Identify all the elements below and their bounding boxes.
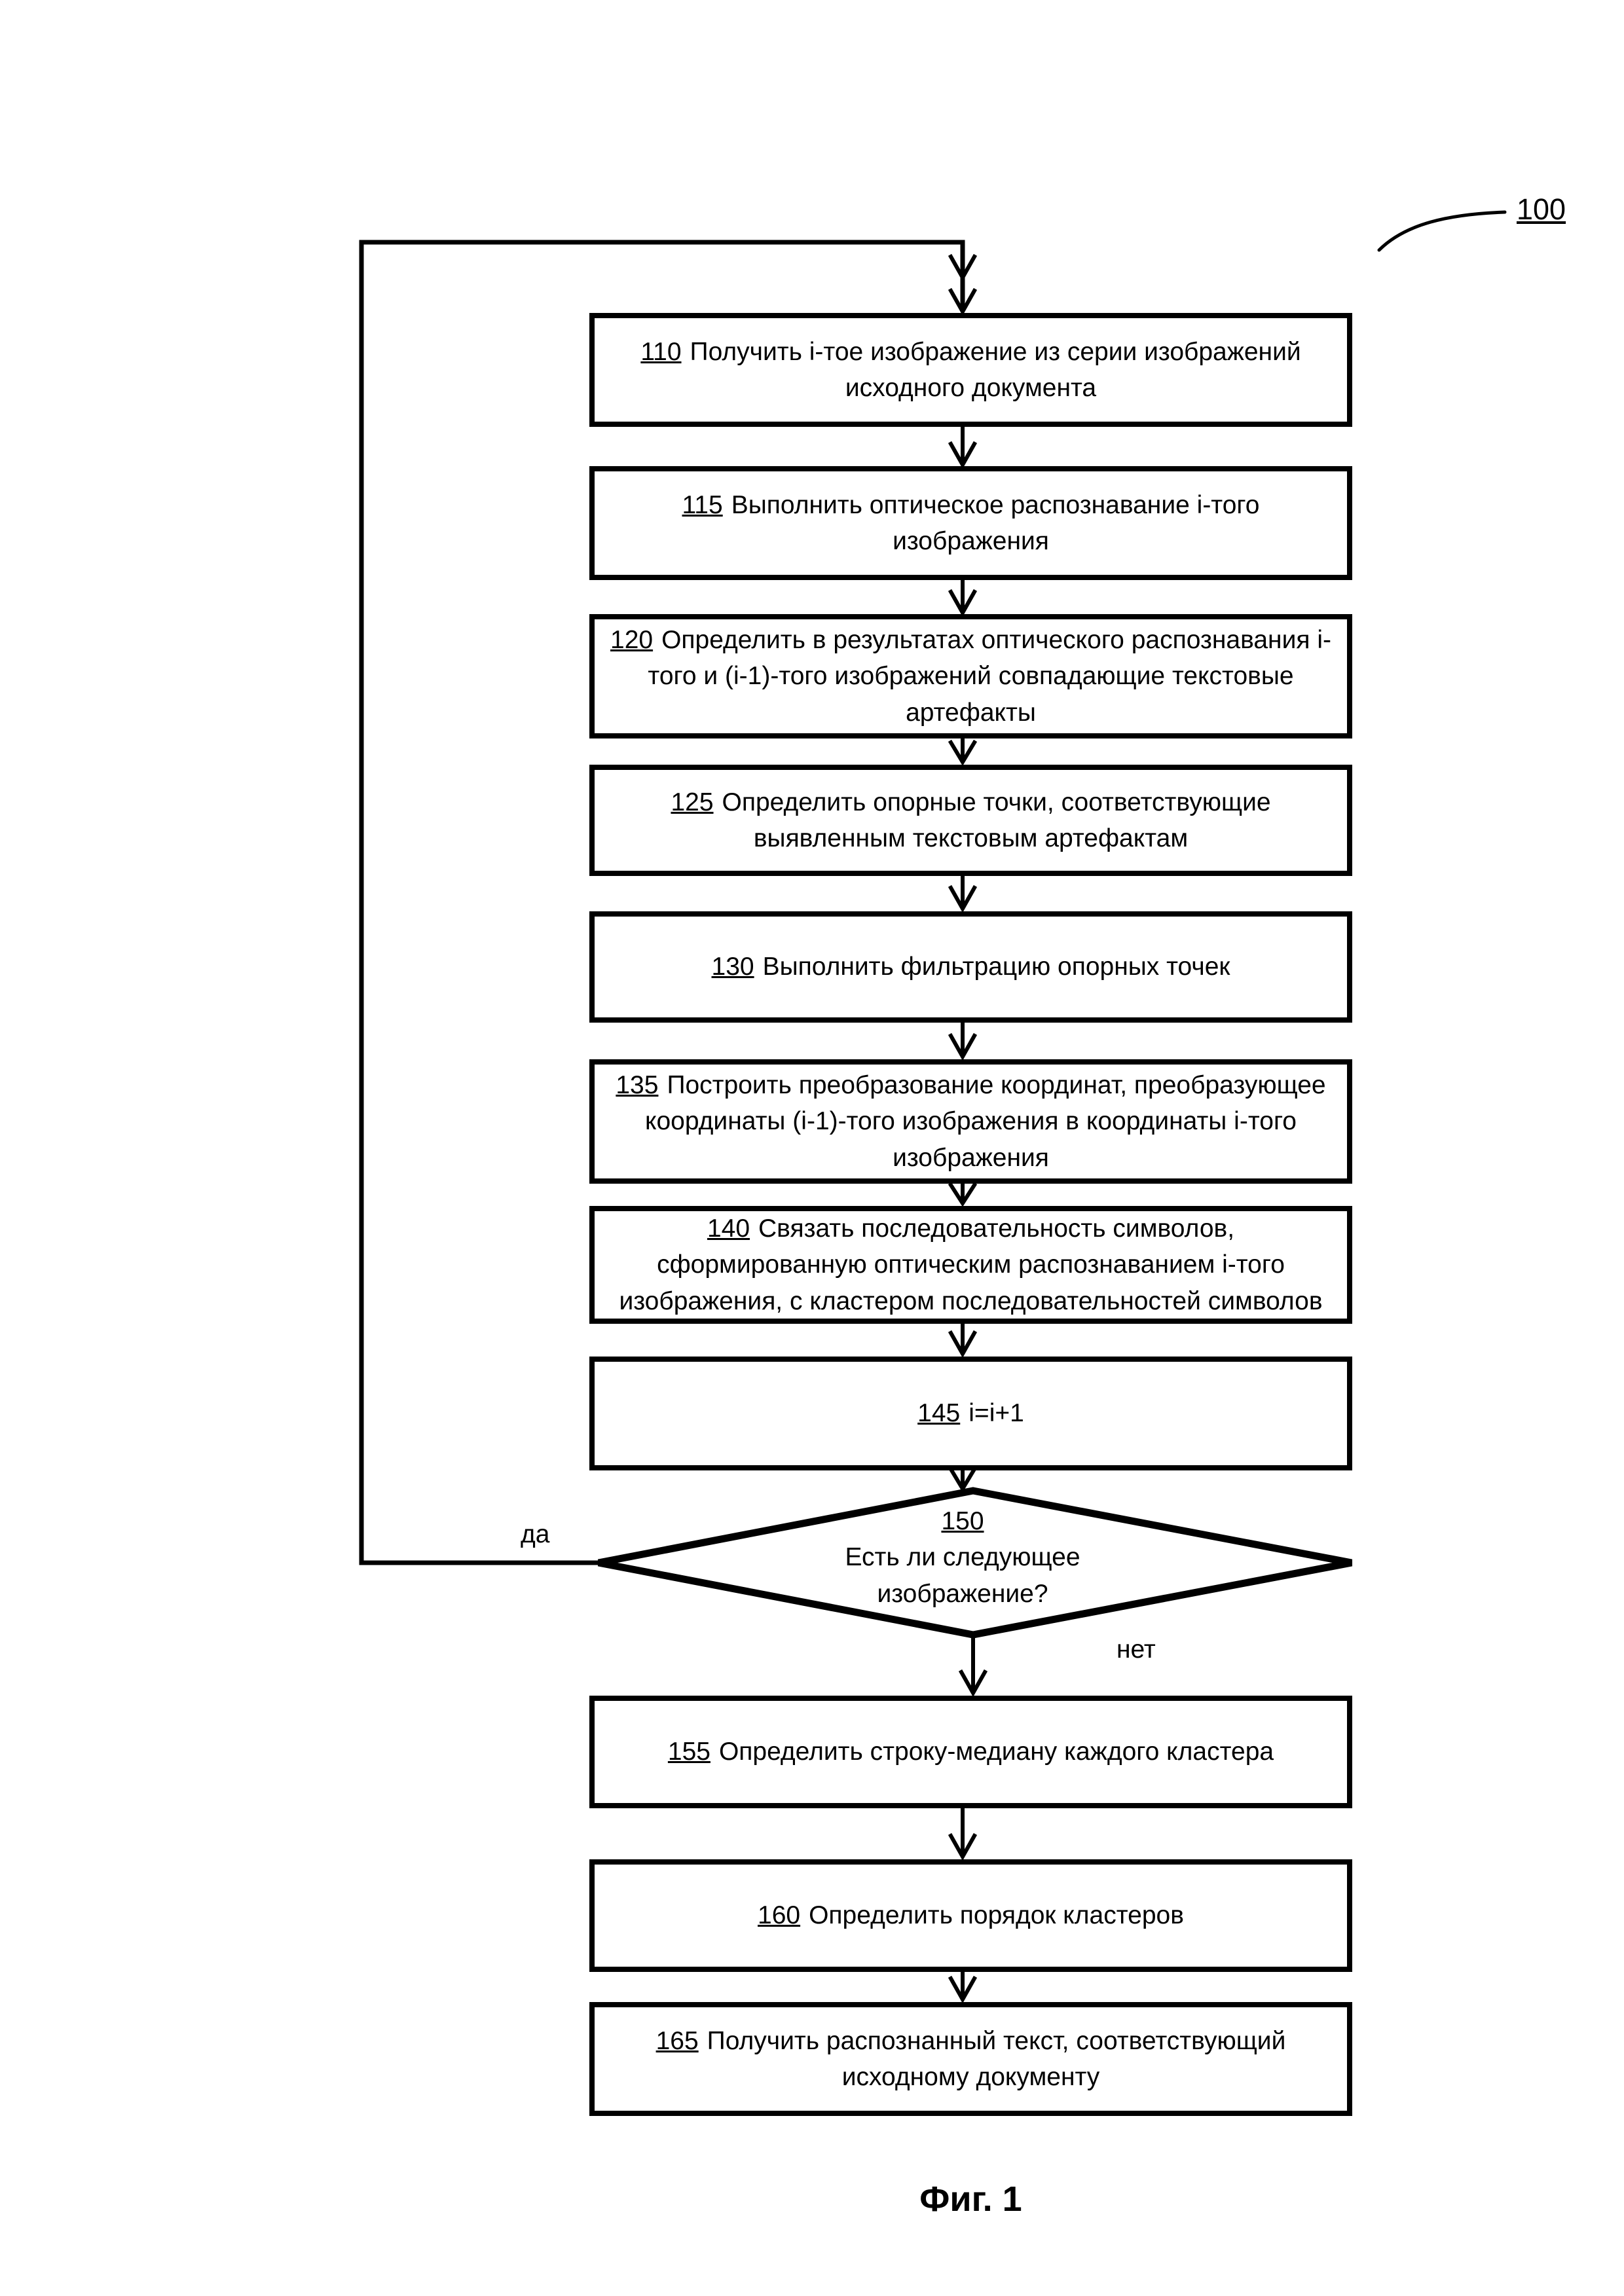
step-text [604,487,1338,560]
step-number: 160 [758,1901,801,1930]
step-label: Получить i-тое изображение из серии изображений исходного документа [690,337,1301,402]
step-text [604,334,1338,407]
branch-label-no: нет [1116,1635,1156,1664]
step-text [917,1395,1024,1431]
step-number: 140 [707,1214,750,1243]
step-number: 135 [616,1070,659,1099]
process-box-130 [589,911,1352,1023]
step-text [604,1067,1338,1176]
step-text [604,1211,1338,1319]
step-text [712,949,1230,985]
step-label: Выполнить фильтрацию опорных точек [762,953,1230,981]
step-number: 155 [667,1738,710,1766]
process-box-160 [589,1859,1352,1972]
decision-text-150 [747,1503,1179,1612]
process-box-155 [589,1696,1352,1808]
step-number: 125 [671,788,714,816]
reference-leader-curve [1379,212,1505,250]
figure-caption: Фиг. 1 [919,2179,1022,2219]
step-number: 110 [640,337,682,366]
step-text [668,1734,1274,1770]
process-box-135 [589,1059,1352,1184]
decision-question: Есть ли следующее изображение? [845,1543,1080,1608]
process-box-115 [589,466,1352,580]
process-box-145 [589,1357,1352,1470]
step-label: Определить порядок кластеров [809,1901,1184,1930]
step-text [604,2023,1338,2096]
step-label: Построить преобразование координат, преобразующее координаты (i-1)-того изображения в координаты i-того изображения [644,1070,1326,1172]
step-label: Получить распознанный текст, соответствующий исходному документу [707,2026,1286,2091]
branch-label-yes: да [521,1520,550,1548]
step-text [604,784,1338,857]
step-number: 150 [941,1507,984,1535]
process-box-140 [589,1206,1352,1324]
step-label: Определить в результатах оптического распознавания i-того и (i-1)-того изображений совпадающие текстовые артефакты [648,625,1331,727]
step-label: Связать последовательность символов, сформированную оптическим распознаванием i-того изображения, с кластером последовательностей символов [619,1214,1323,1315]
step-label: i=i+1 [969,1399,1024,1428]
step-label: Определить опорные точки, соответствующие выявленным текстовым артефактам [722,788,1271,852]
step-number: 165 [655,2026,699,2055]
step-number: 130 [711,953,754,981]
step-number: 120 [610,625,654,654]
step-number: 145 [917,1399,961,1428]
process-box-110 [589,313,1352,427]
process-box-165 [589,2002,1352,2116]
step-text [758,1897,1184,1933]
step-label: Определить строку-медиану каждого кластера [718,1738,1274,1766]
step-text [604,622,1338,731]
figure-reference-100: 100 [1517,192,1566,226]
process-box-125 [589,765,1352,876]
step-label: Выполнить оптическое распознавание i-того изображения [731,490,1260,555]
step-number: 115 [682,490,723,519]
process-box-120 [589,614,1352,738]
